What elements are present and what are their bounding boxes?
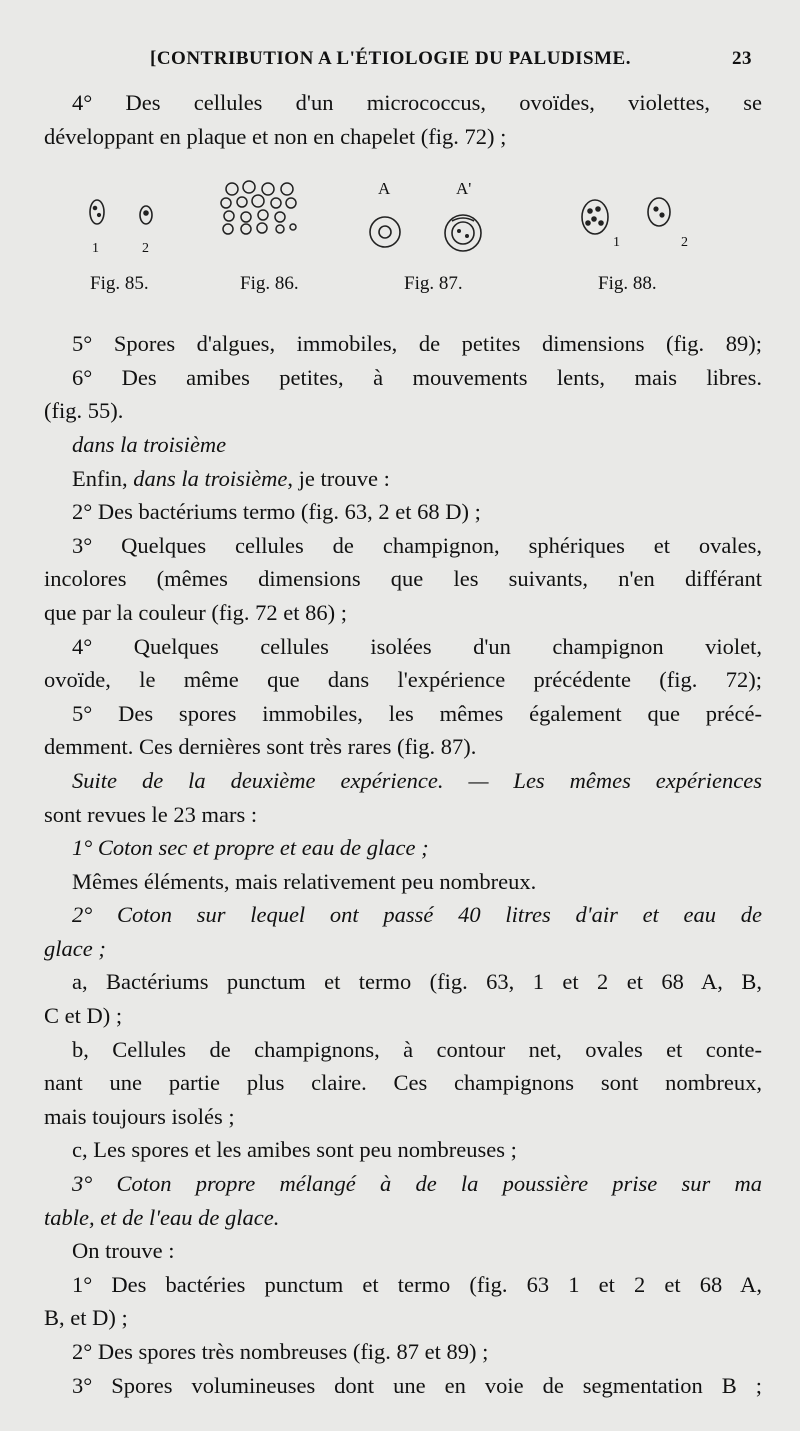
figure-row xyxy=(0,165,800,305)
text-line: ovoïde, le même que dans l'expérience précédente (fig. 72); xyxy=(44,667,762,693)
text-line: 2° Coton sur lequel ont passé 40 litres d'air et eau de xyxy=(72,902,762,928)
text-line: Enfin, dans la troisième, je trouve : xyxy=(72,465,390,491)
fig86-spores-illustration xyxy=(221,181,296,234)
running-header xyxy=(0,48,800,74)
text-line: demment. Ces dernières sont très rares (fig. 87). xyxy=(44,734,477,760)
fig87-label-a-prime: A' xyxy=(456,179,472,198)
fig88-cells-illustration xyxy=(582,198,670,234)
text-line: Suite de la deuxième expérience. — Les mêmes expériences xyxy=(72,767,762,793)
text-line xyxy=(44,428,762,462)
text-line: 1° Des bactéries punctum et termo (fig. 63 1 et 2 et 68 A, xyxy=(72,1271,762,1297)
text-line: (fig. 55). xyxy=(44,398,124,424)
fig87-caption: Fig. 87. xyxy=(404,273,463,294)
text-line: Mêmes éléments, mais relativement peu nombreux. xyxy=(72,868,537,894)
text-line: nant une partie plus claire. Ces champignons sont nombreux, xyxy=(44,1070,762,1096)
text-run-italic: dans la troisième xyxy=(133,465,288,491)
text-line: 2° Des bactériums termo (fig. 63, 2 et 68 D) ; xyxy=(72,499,481,525)
text-line: table, et de l'eau de glace. xyxy=(44,1204,280,1230)
text-line: b, Cellules de champignons, à contour net, ovales et conte- xyxy=(72,1036,762,1062)
text-line: 2° Des spores très nombreuses (fig. 87 et 89) ; xyxy=(72,1339,489,1364)
page-number: 23 xyxy=(732,48,752,69)
text-line: mais toujours isolés ; xyxy=(44,1103,235,1129)
text-line: 6° Des amibes petites, à mouvements lents, mais libres. xyxy=(72,364,762,390)
text-line: sont revues le 23 mars : xyxy=(44,801,258,827)
header-title: [CONTRIBUTION A L'ÉTIOLOGIE DU PALUDISME. xyxy=(150,48,631,69)
text-run-italic: dans la troisième xyxy=(72,431,227,457)
text-line: 5° Des spores immobiles, les mêmes également que précé- xyxy=(72,700,762,726)
text-line: c, Les spores et les amibes sont peu nombreuses ; xyxy=(72,1137,517,1163)
text-line: incolores (mêmes dimensions que les suivants, n'en différant xyxy=(44,566,762,592)
fig88-label-1: 1 xyxy=(613,235,620,250)
text-line: 5° Spores d'algues, immobiles, de petites dimensions (fig. 89); xyxy=(72,331,762,357)
fig85-cells-illustration xyxy=(90,200,152,224)
fig86-caption: Fig. 86. xyxy=(240,273,299,294)
figure-drawings xyxy=(0,165,800,265)
fig87-label-a: A xyxy=(378,179,391,198)
text-line: a, Bactériums punctum et termo (fig. 63, 1 et 2 et 68 A, B, xyxy=(72,969,762,995)
text-line: C et D) ; xyxy=(44,1003,123,1029)
fig85-caption: Fig. 85. xyxy=(90,273,149,294)
text-line: 4° Quelques cellules isolées d'un champignon violet, xyxy=(72,633,762,659)
text-line: développant en plaque et non en chapelet (fig. 72) ; xyxy=(44,123,507,149)
text-line: glace ; xyxy=(44,935,106,961)
text-line: 1° Coton sec et propre et eau de glace ; xyxy=(72,835,429,861)
text-line: 3° Coton propre mélangé à de la poussière prise sur ma xyxy=(72,1171,762,1197)
text-line: B, et D) ; xyxy=(44,1305,128,1331)
fig88-caption: Fig. 88. xyxy=(598,273,657,294)
text-line: 3° Spores volumineuses dont une en voie de segmentation B ; xyxy=(72,1372,762,1398)
text-line: 4° Des cellules d'un micrococcus, ovoïdes, violettes, se xyxy=(72,90,762,115)
fig85-label-2: 2 xyxy=(142,241,149,256)
fig88-label-2: 2 xyxy=(681,235,688,250)
text-line: On trouve : xyxy=(72,1238,175,1264)
text-line: que par la couleur (fig. 72 et 86) ; xyxy=(44,599,348,625)
fig87-amoeba-illustration xyxy=(370,215,481,251)
fig85-label-1: 1 xyxy=(92,241,99,256)
text-line: 3° Quelques cellules de champignon, sphériques et ovales, xyxy=(72,532,762,558)
